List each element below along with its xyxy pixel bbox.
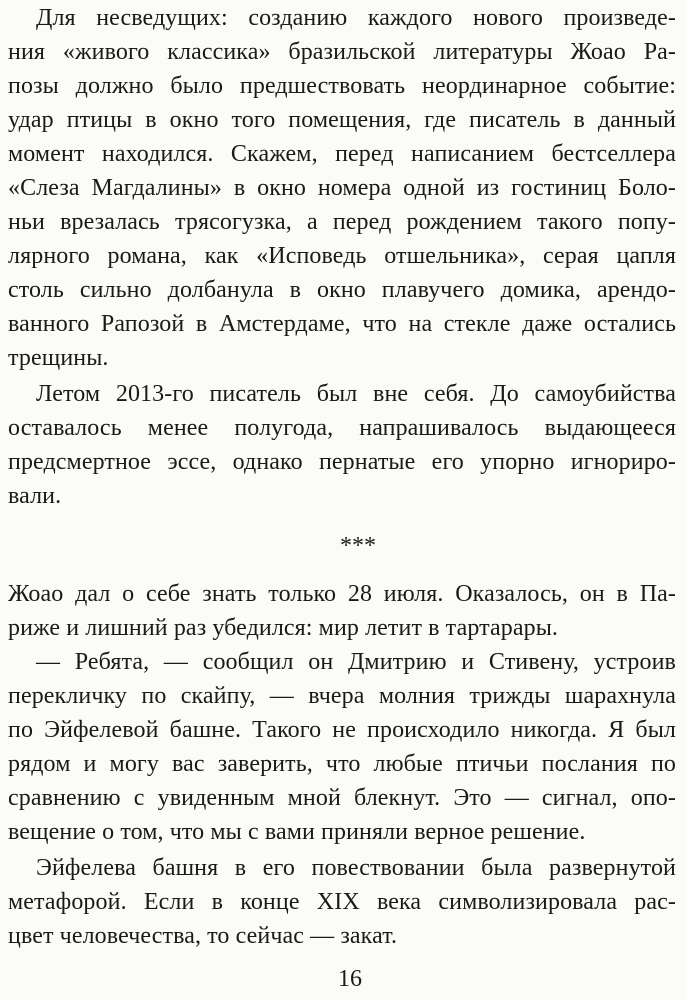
text-line: перекличку по скайпу, — вчера молния трижды шарахнула bbox=[8, 683, 676, 709]
text-line: по Эйфелевой башне. Такого не происходило никогда. Я был bbox=[8, 717, 676, 743]
text-line: момент находился. Скажем, перед написанием бестселлера bbox=[8, 141, 676, 167]
text-line: рядом и могу вас заверить, что любые птичьи послания по bbox=[8, 751, 676, 777]
text-line: — Ребята, — сообщил он Дмитрию и Стивену, устроив bbox=[36, 649, 676, 675]
text-line: Летом 2013-го писатель был вне себя. До самоубийства bbox=[36, 381, 676, 407]
text-line: Для несведущих: созданию каждого нового произведе- bbox=[36, 5, 676, 31]
text-line: позы должно было предшествовать неординарное событие: bbox=[8, 73, 676, 99]
section-separator: *** bbox=[340, 533, 376, 559]
text-line: Жоао дал о себе знать только 28 июля. Оказалось, он в Па- bbox=[8, 581, 676, 607]
text-line: «Слеза Магдалины» в окно номера одной из гостиниц Боло- bbox=[8, 175, 676, 201]
text-line: метафорой. Если в конце XIX века символизировала рас- bbox=[8, 889, 676, 915]
text-line: столь сильно долбанула в окно плавучего домика, арендо- bbox=[8, 277, 676, 303]
text-line: вещение о том, что мы с вами приняли верное решение. bbox=[8, 819, 586, 845]
text-line: лярного романа, как «Исповедь отшельника», серая цапля bbox=[8, 243, 676, 269]
text-line: Эйфелева башня в его повествовании была развернутой bbox=[36, 855, 676, 881]
text-line: трещины. bbox=[8, 345, 109, 371]
text-line: вали. bbox=[8, 483, 62, 509]
page-number: 16 bbox=[338, 966, 362, 992]
text-line: удар птицы в окно того помещения, где писатель в данный bbox=[8, 107, 676, 133]
text-line: ванного Рапозой в Амстердаме, что на стекле даже остались bbox=[8, 311, 676, 337]
text-line: предсмертное эссе, однако пернатые его упорно игнориро- bbox=[8, 449, 676, 475]
text-line: риже и лишний раз убедился: мир летит в тартарары. bbox=[8, 615, 559, 641]
text-line: оставалось менее полугода, напрашивалось выдающееся bbox=[8, 415, 676, 441]
text-line: ния «живого классика» бразильской литературы Жоао Ра- bbox=[8, 39, 676, 65]
text-line: цвет человечества, то сейчас — закат. bbox=[8, 923, 398, 949]
text-line: сравнению с увиденным мной блекнут. Это — сигнал, опо- bbox=[8, 785, 676, 811]
text-line: ньи врезалась трясогузка, а перед рождением такого попу- bbox=[8, 209, 676, 235]
